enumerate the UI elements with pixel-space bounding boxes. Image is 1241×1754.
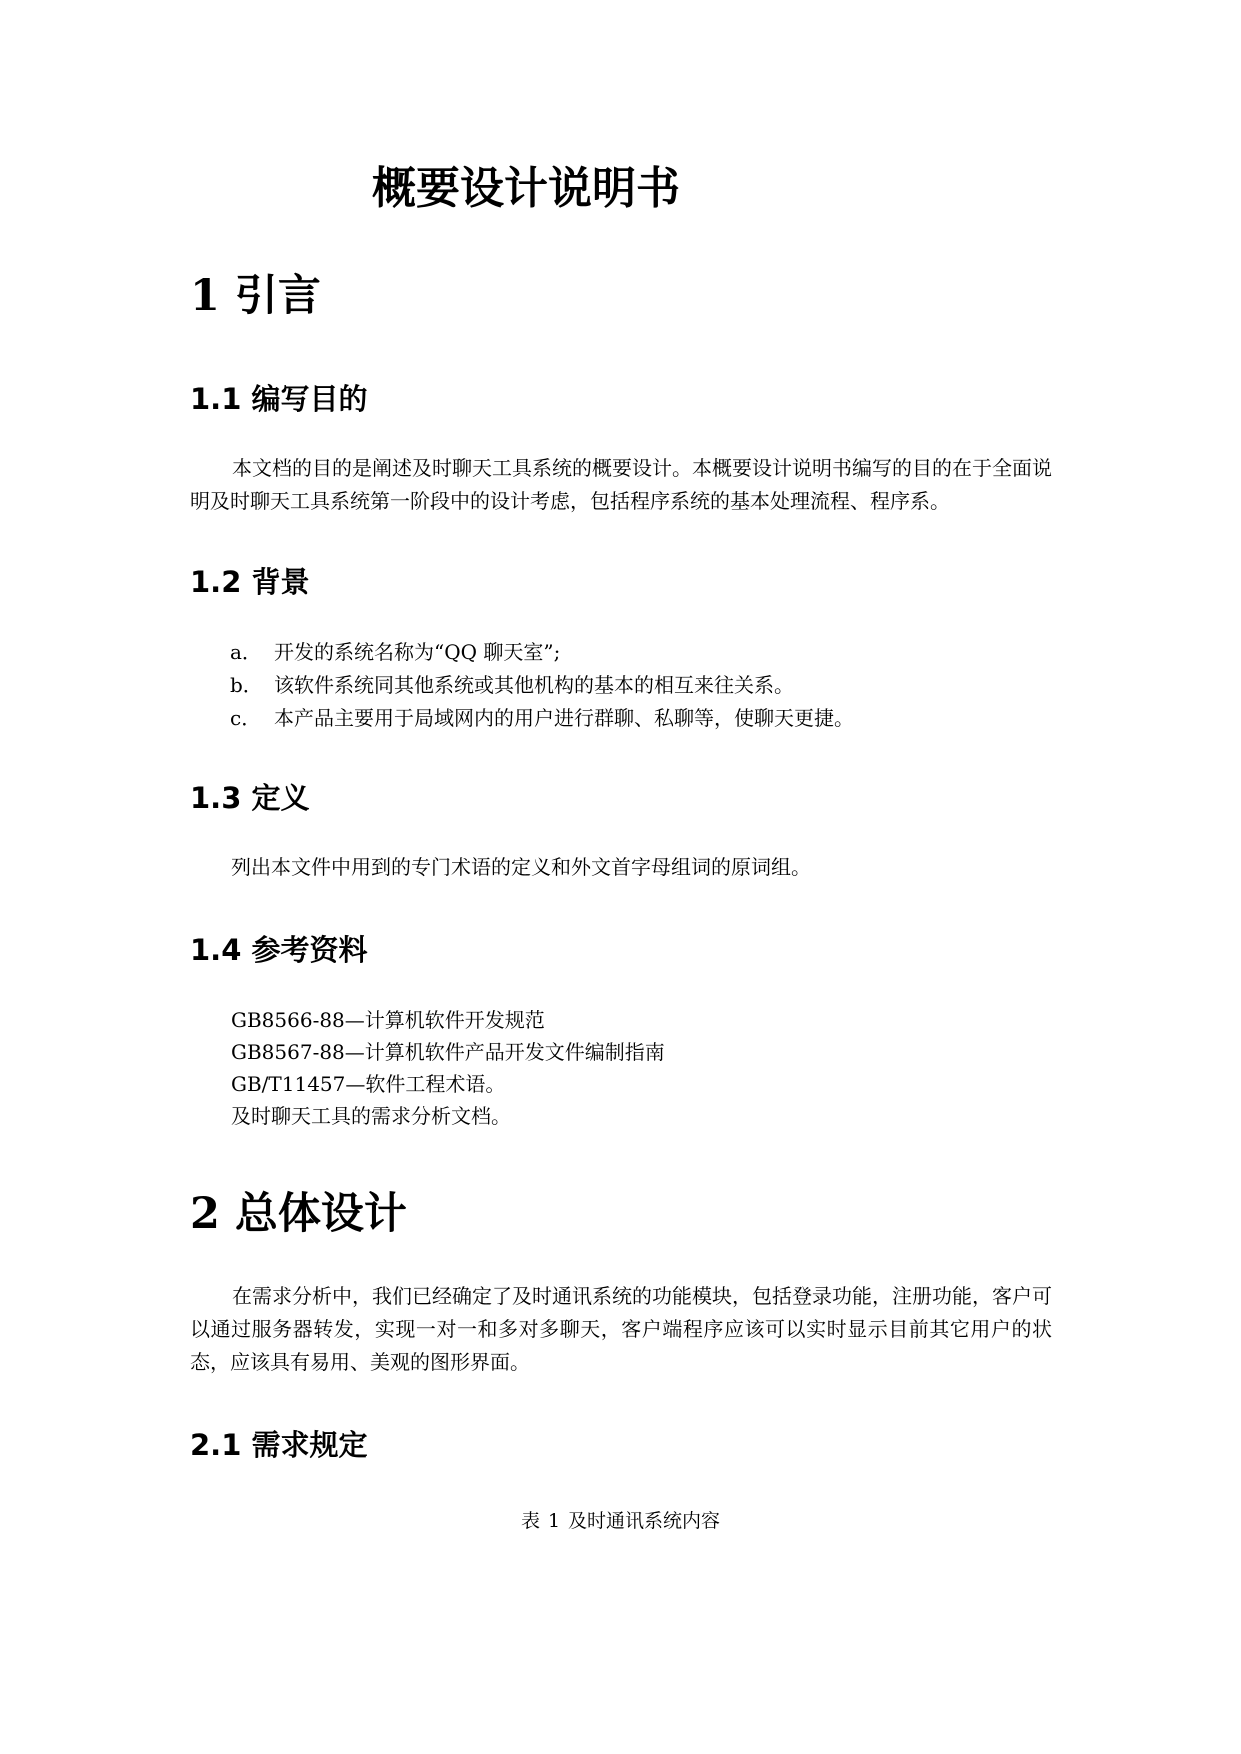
background-list xyxy=(230,636,854,735)
table-caption-text: 及时通讯系统内容 xyxy=(568,1510,721,1532)
reference-item: GB8566-88—计算机软件开发规范 xyxy=(231,1008,545,1032)
list-marker: b． xyxy=(230,673,263,697)
reference-item: 及时聊天工具的需求分析文档。 xyxy=(231,1104,511,1128)
paragraph-definitions: 列出本文件中用到的专门术语的定义和外文首字母组词的原词组。 xyxy=(231,855,811,879)
table-caption-number: 1 xyxy=(547,1510,561,1532)
list-item xyxy=(230,636,854,669)
section-heading-2-1: 2.1 需求规定 xyxy=(190,1428,368,1462)
document-title: 概要设计说明书 xyxy=(372,163,680,214)
section-heading-2: 2 总体设计 xyxy=(190,1189,407,1239)
table-caption xyxy=(0,1506,1241,1533)
list-item-text: 开发的系统名称为“QQ 聊天室”; xyxy=(274,640,561,664)
list-marker: a． xyxy=(230,640,262,664)
reference-item: GB8567-88—计算机软件产品开发文件编制指南 xyxy=(231,1040,665,1064)
list-marker: c． xyxy=(230,706,262,730)
paragraph-overall-design: 在需求分析中，我们已经确定了及时通讯系统的功能模块，包括登录功能，注册功能，客户可以通过服务器转发，实现一对一和多对多聊天，客户端程序应该可以实时显示目前其它用户的状态，应该具有易用、美观的图形界面。 xyxy=(190,1284,1052,1374)
list-item-text: 本产品主要用于局域网内的用户进行群聊、私聊等，使聊天更捷。 xyxy=(274,706,854,730)
references-list xyxy=(231,1004,665,1132)
section-heading-1-2: 1.2 背景 xyxy=(190,565,310,599)
list-item xyxy=(230,702,854,735)
section-heading-1-1: 1.1 编写目的 xyxy=(190,382,368,416)
list-item-text: 该软件系统同其他系统或其他机构的基本的相互来往关系。 xyxy=(274,673,794,697)
section-heading-1-3: 1.3 定义 xyxy=(190,781,310,815)
section-heading-1-4: 1.4 参考资料 xyxy=(190,933,368,967)
table-caption-label: 表 xyxy=(520,1510,540,1532)
list-item xyxy=(230,669,854,702)
reference-item: GB/T11457—软件工程术语。 xyxy=(231,1072,506,1096)
paragraph-purpose: 本文档的目的是阐述及时聊天工具系统的概要设计。本概要设计说明书编写的目的在于全面说明及时聊天工具系统第一阶段中的设计考虑，包括程序系统的基本处理流程、程序系。 xyxy=(190,456,1052,513)
section-heading-1: 1 引言 xyxy=(190,271,321,321)
